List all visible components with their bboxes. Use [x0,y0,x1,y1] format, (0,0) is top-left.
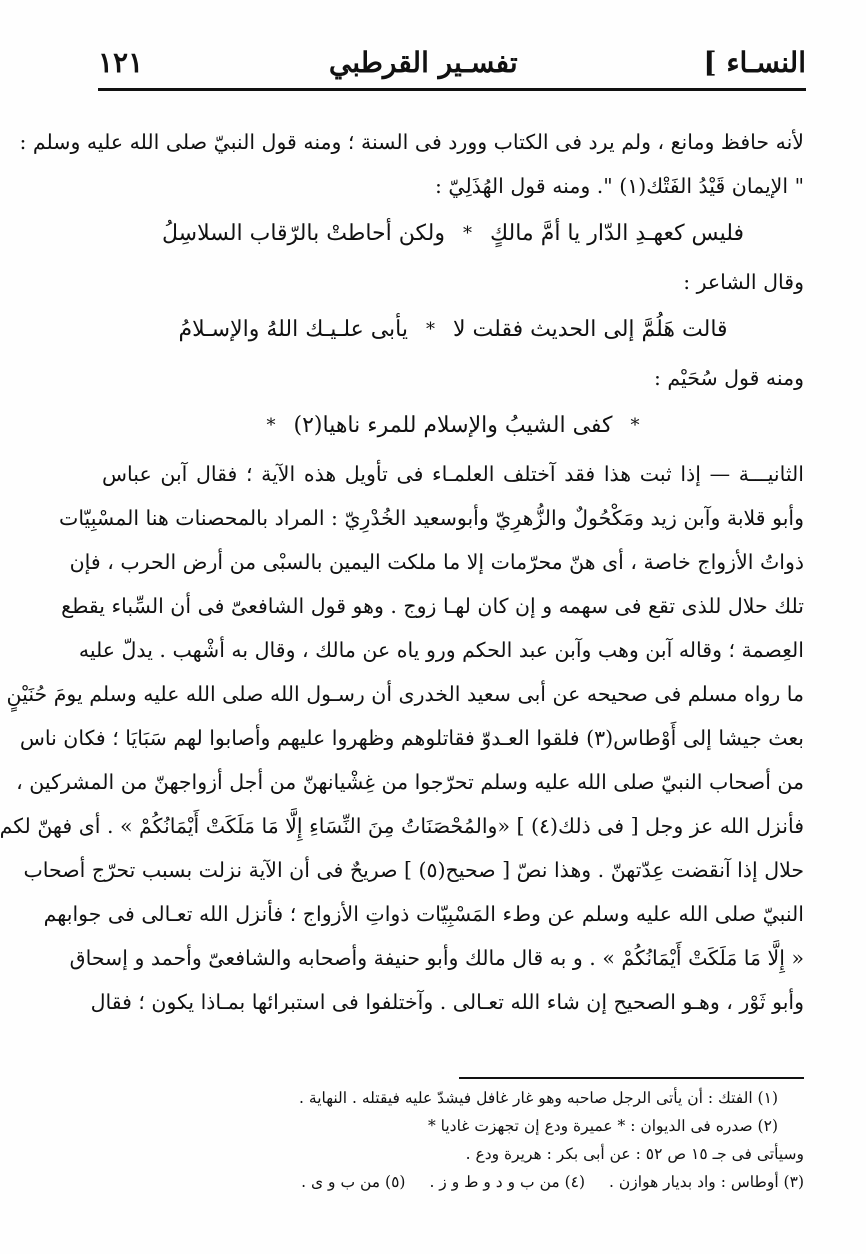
page-header [98,42,806,82]
verse-separator: * [630,415,640,436]
text-line: وأبو قلابة وآبن زيد ومَكْحُولٌ والزُّهرِيّ وأبوسعيد الخُدْرِيّ : المراد بالمحصنات هنا المسْبِيّات [59,506,804,530]
footnote-4: (٤) من ب و د و ط و ز . [429,1173,586,1191]
text-line: حلال إذا آنقضت عِدّتهنّ . وهذا نصّ [ صحيح(٥) ] صريحٌ فى أن الآية نزلت بسبب تحرّج أصحاب [23,858,804,882]
poem-verse [102,400,804,452]
text-line: وقال الشاعر : [683,270,804,294]
verse-separator: * [266,415,276,436]
poem-verse [102,208,804,260]
text-line: من أصحاب النبيّ صلى الله عليه وسلم تحرّجوا من غِشْيانهنّ من أجل أزواجهنّ من المشركين ، [16,770,804,794]
text-line: العِصمة ؛ وقاله آبن وهب وآبن عبد الحكم ورو ياه عن مالك ، وقال به أشْهب . يدلّ عليه [78,638,804,662]
verse-separator: * [462,223,472,244]
footnote-2-continued: وسيأتى فى جـ ١٥ ص ٥٢ : عن أبى بكر : هريرة ودع . [465,1145,804,1163]
text-line: بعث جيشا إلى أَوْطاس(٣) فلقوا العـدوّ فقاتلوهم وظهروا عليهم وأصابوا لهم سَبَايَا ؛ فكان ناس [19,726,804,750]
text-line: ما رواه مسلم فى صحيحه عن أبى سعيد الخدرى أن رسـول الله صلى الله عليه وسلم يومَ حُنَيْنٍ [6,682,804,706]
verse-second-hemistich: ولكن أحاطتْ بالرّقاب السلاسِلُ [161,221,445,246]
footnotes [102,1084,804,1196]
text-line: لأنه حافظ ومانع ، ولم يرد فى الكتاب وورد فى السنة ؛ ومنه قول النبيّ صلى الله عليه وسلم : [19,130,804,154]
footnote-row [102,1168,804,1196]
footnote-2: (٢) صدره فى الديوان : * عميرة ودع إن تجهزت غاديا * [427,1117,778,1135]
text-line: ومنه قول سُحَيْم : [653,366,804,390]
text-line: فأنزل الله عز وجل [ فى ذلك(٤) ] «والمُحْصَنَاتُ مِنَ النِّسَاءِ إِلَّا مَا مَلَكَتْ أَيْمَانُكُمْ » . أى فهنّ لكم [0,814,804,838]
footnote-rule [459,1077,804,1079]
verse-separator: * [426,319,436,340]
footnote-5: (٥) من ب و ى . [301,1173,406,1191]
main-text [0,120,804,1024]
verse-first-hemistich: قالت هَلُمَّ إلى الحديث فقلت لا [453,317,728,342]
footnote-3: (٣) أوطاس : واد بديار هوازن . [609,1173,804,1191]
text-line: ذواتُ الأزواج خاصة ، أى هنّ محرّمات إلا ما ملكت اليمين بالسبْى من أرض الحرب ، فإن [69,550,804,574]
poem-verse [102,304,804,356]
verse-hemistich: كفى الشيبُ والإسلام للمرء ناهيا(٢) [293,413,613,438]
text-line: " الإيمان قَيْدُ الفَتْك(١) ". ومنه قول الهُذَلِيّ : [434,174,804,198]
header-rule [98,88,806,91]
text-line: النبيّ صلى الله عليه وسلم عن وطء المَسْبِيّات ذواتِ الأزواج ؛ فأنزل الله تعـالى فى جوابهم [43,902,804,926]
text-line: وأبو ثَوْر ، وهـو الصحيح إن شاء الله تعـالى . وآختلفوا فى استبرائها بمـاذا يكون ؛ فقال [90,990,804,1014]
book-title: تفسـير القرطبي [328,45,518,79]
verse-first-hemistich: فليس كعهـدِ الدّار يا أمَّ مالكٍ [489,221,745,246]
text-line: تلك حلال للذى تقع فى سهمه و إن كان لهـا زوج . وهو قول الشافعىّ فى أن السِّباء يقطع [61,594,804,618]
page-number: ١٢١ [98,45,144,79]
text-line: الثانيـــة — إذا ثبت هذا فقد آختلف العلمـاء فى تأويل هذه الآية ؛ فقال آبن عباس [102,462,804,486]
verse-second-hemistich: يأبى علـيـك اللهُ والإسـلامُ [178,317,409,342]
footnote-1: (١) الفتك : أن يأتى الرجل صاحبه وهو غار غافل فيشدّ عليه فيقتله . النهاية . [299,1089,778,1107]
text-line: « إِلَّا مَا مَلَكَتْ أَيْمَانُكُمْ » . و به قال مالك وأبو حنيفة وأصحابه والشافعىّ وأحمد و إسحاق [69,946,804,970]
section-name: النسـاء ] [703,45,806,79]
